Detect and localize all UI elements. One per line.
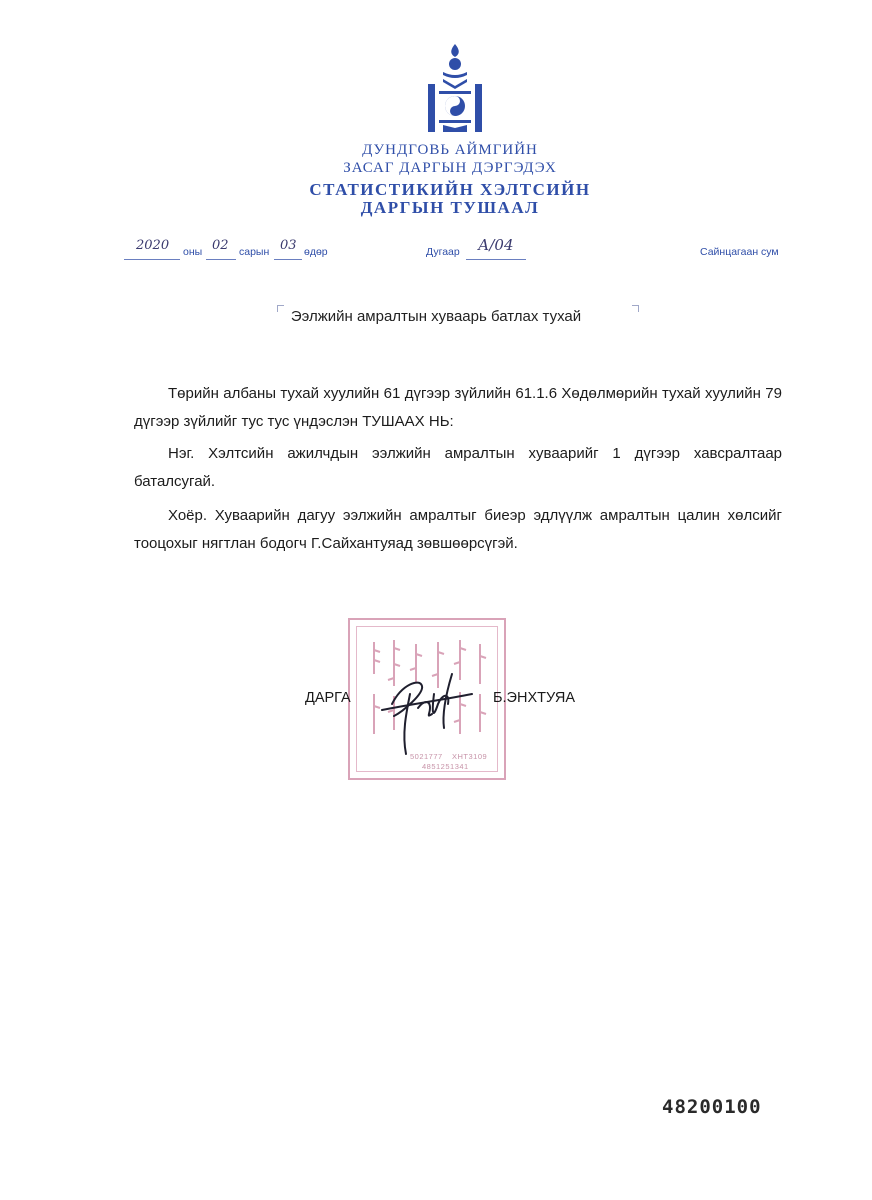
date-day: 03 bbox=[280, 238, 297, 253]
header-line-department: СТАТИСТИКИЙН ХЭЛТСИЙН bbox=[309, 180, 591, 199]
place-name: Сайнцагаан сум bbox=[700, 246, 779, 258]
date-month-label: сарын bbox=[239, 246, 270, 258]
header-line-office: ЗАСАГ ДАРГЫН ДЭРГЭДЭХ bbox=[343, 160, 557, 176]
body-paragraph-basis: Төрийн албаны тухай хуулийн 61 дүгээр зүйлийн 61.1.6 Хөдөлмөрийн тухай хуулийн 79 дүгээр зүйлийг тус тус үндэслэн ТУШААХ НЬ: bbox=[134, 385, 782, 430]
signer-name: Б.ЭНХТУЯА bbox=[493, 690, 576, 706]
stamp-code-bottom: 4851251341 bbox=[422, 762, 469, 771]
order-number-label: Дугаар bbox=[426, 246, 460, 258]
date-day-label: өдөр bbox=[304, 246, 328, 258]
order-number: А/04 bbox=[478, 236, 514, 254]
header-line-order: ДАРГЫН ТУШААЛ bbox=[360, 198, 540, 217]
body-paragraph-two: Хоёр. Хуваарийн дагуу ээлжийн амралтыг биеэр эдлүүлж амралтын цалин хөлсийг тооцохыг нягтлан бодогч Г.Сайхантуяад зөвшөөрсүгэй. bbox=[134, 507, 782, 552]
date-year: 2020 bbox=[136, 238, 170, 253]
date-month-underline bbox=[206, 259, 236, 260]
date-day-underline bbox=[274, 259, 302, 260]
serial-number: 48200100 bbox=[662, 1096, 762, 1118]
stamp-code-left: 5021777 bbox=[410, 752, 443, 761]
date-year-label: оны bbox=[183, 246, 203, 258]
soyombo-emblem-icon bbox=[428, 44, 482, 134]
header-line-aimag: ДУНДГОВЬ АЙМГИЙН bbox=[362, 142, 538, 158]
handwritten-signature-icon bbox=[372, 664, 482, 760]
stamp-code-right: ХНТ3109 bbox=[452, 752, 488, 761]
signer-position: ДАРГА bbox=[305, 690, 351, 706]
order-number-underline bbox=[466, 259, 526, 260]
document-title: Ээлжийн амралтын хуваарь батлах тухай bbox=[290, 308, 582, 325]
date-month: 02 bbox=[212, 238, 229, 253]
date-year-underline bbox=[124, 259, 180, 260]
body-paragraph-one: Нэг. Хэлтсийн ажилчдын ээлжийн амралтын хуваарийг 1 дүгээр хавсралтаар баталсугай. bbox=[134, 445, 782, 490]
